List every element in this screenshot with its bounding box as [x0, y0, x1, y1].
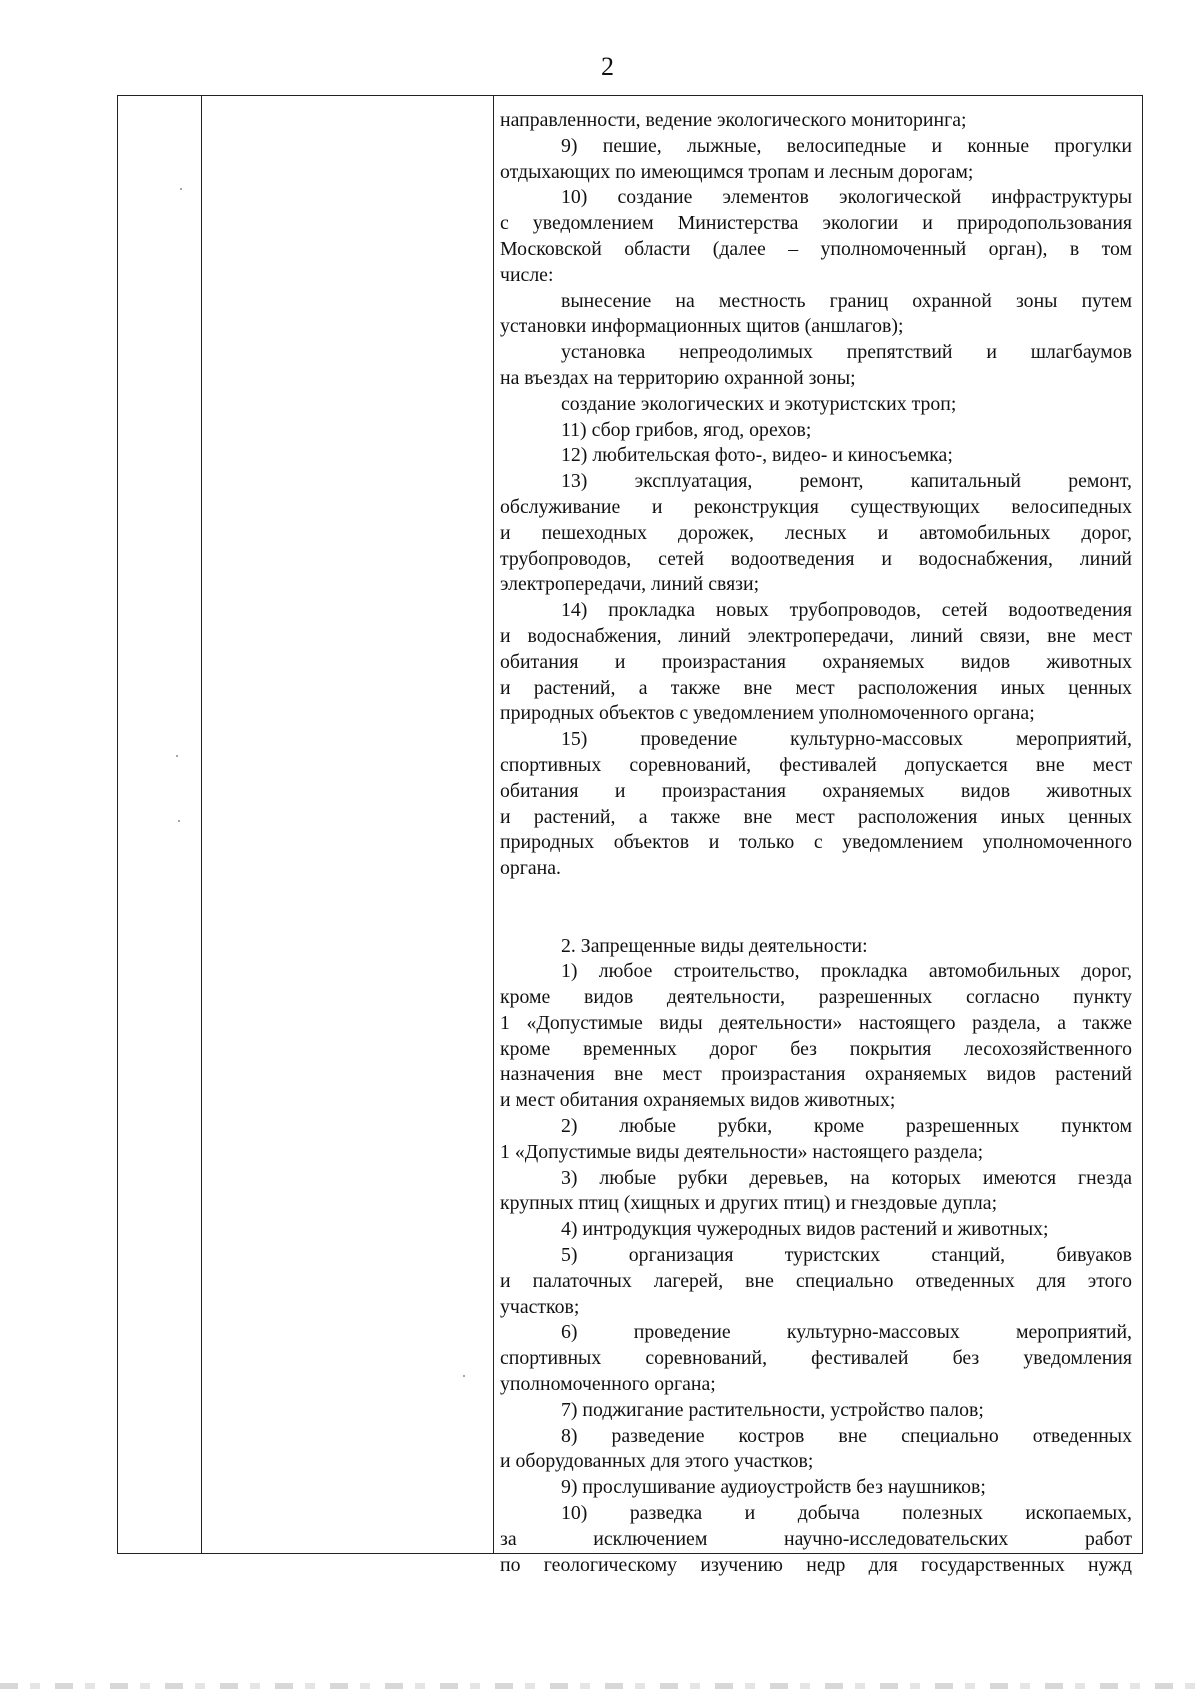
scan-speck — [176, 755, 178, 757]
prohibited-line: назначения вне мест произрастания охраняемых видов растений — [500, 1063, 1132, 1086]
permitted-line: на въездах на территорию охранной зоны; — [500, 366, 856, 389]
prohibited-line: кроме временных дорог без покрытия лесохозяйственного — [500, 1037, 1132, 1060]
prohibited-line: крупных птиц (хищных и других птиц) и гнездовые дупла; — [500, 1192, 998, 1215]
permitted-line: 12) любительская фото-, видео- и киносъемка; — [561, 444, 953, 467]
prohibited-line: кроме видов деятельности, разрешенных согласно пункту — [500, 986, 1132, 1009]
scan-speck — [180, 188, 182, 190]
permitted-line: и водоснабжения, линий электропередачи, линий связи, вне мест — [500, 624, 1132, 647]
permitted-line: обитания и произрастания охраняемых видов животных — [500, 650, 1132, 673]
permitted-line: спортивных соревнований, фестивалей допускается вне мест — [500, 753, 1132, 776]
prohibited-line: по геологическому изучению недр для государственных нужд — [500, 1553, 1132, 1576]
permitted-line: числе: — [500, 263, 554, 286]
prohibited-line: 6) проведение культурно-массовых мероприятий, — [561, 1321, 1132, 1344]
column-divider-1 — [201, 96, 202, 1553]
permitted-line: с уведомлением Министерства экологии и природопользования — [500, 212, 1132, 235]
permitted-line: органа. — [500, 857, 561, 880]
scan-speck — [178, 820, 180, 822]
prohibited-line: 3) любые рубки деревьев, на которых имеются гнезда — [561, 1166, 1132, 1189]
permitted-line: 13) эксплуатация, ремонт, капитальный ремонт, — [561, 470, 1132, 493]
permitted-line: 10) создание элементов экологической инфраструктуры — [561, 186, 1132, 209]
permitted-line: установки информационных щитов (аншлагов); — [500, 315, 904, 338]
permitted-line: установка непреодолимых препятствий и шлагбаумов — [561, 341, 1132, 364]
permitted-line: обслуживание и реконструкция существующих велосипедных — [500, 495, 1132, 518]
permitted-line: создание экологических и экотуристских троп; — [561, 392, 957, 415]
column-divider-2 — [493, 96, 494, 1553]
scan-edge-artifact — [0, 1683, 1200, 1689]
permitted-line: и растений, а также вне мест расположения иных ценных — [500, 805, 1132, 828]
prohibited-line: 1 «Допустимые виды деятельности» настоящего раздела, а также — [500, 1011, 1132, 1034]
prohibited-line: и мест обитания охраняемых видов животных; — [500, 1089, 896, 1112]
permitted-line: отдыхающих по имеющимся тропам и лесным дорогам; — [500, 160, 974, 183]
prohibited-line: 4) интродукция чужеродных видов растений и животных; — [561, 1218, 1049, 1241]
prohibited-line: и оборудованных для этого участков; — [500, 1450, 814, 1473]
permitted-line: и пешеходных дорожек, лесных и автомобильных дорог, — [500, 521, 1132, 544]
permitted-line: электропередачи, линий связи; — [500, 573, 760, 596]
permitted-line: Московской области (далее – уполномоченный орган), в том — [500, 237, 1132, 260]
regulation-table — [117, 95, 1143, 1576]
permitted-line: 14) прокладка новых трубопроводов, сетей водоотведения — [561, 599, 1132, 622]
permitted-line: 9) пешие, лыжные, велосипедные и конные прогулки — [561, 134, 1132, 157]
prohibited-line: 9) прослушивание аудиоустройств без наушников; — [561, 1476, 986, 1499]
activities-cell — [500, 108, 1132, 1578]
prohibited-line: 5) организация туристских станций, бивуаков — [561, 1244, 1132, 1267]
permitted-line: обитания и произрастания охраняемых видов животных — [500, 779, 1132, 802]
permitted-line: и растений, а также вне мест расположения иных ценных — [500, 676, 1132, 699]
prohibited-line: за исключением научно-исследовательских работ — [500, 1527, 1132, 1550]
prohibited-line: участков; — [500, 1295, 580, 1318]
prohibited-line: 2) любые рубки, кроме разрешенных пунктом — [561, 1115, 1132, 1138]
permitted-line: направленности, ведение экологического мониторинга; — [500, 109, 967, 131]
prohibited-line: 7) поджигание растительности, устройство палов; — [561, 1398, 984, 1421]
prohibited-line: уполномоченного органа; — [500, 1373, 716, 1396]
page-number: 2 — [601, 52, 614, 81]
section-spacer — [500, 882, 1132, 908]
permitted-line: природных объектов и только с уведомлением уполномоченного — [500, 831, 1132, 854]
prohibited-line: и палаточных лагерей, вне специально отведенных для этого — [500, 1269, 1132, 1292]
scan-speck — [463, 1375, 465, 1377]
permitted-line: вынесение на местность границ охранной зоны путем — [561, 289, 1132, 312]
prohibited-line: 8) разведение костров вне специально отведенных — [561, 1424, 1132, 1447]
prohibited-line: 2. Запрещенные виды деятельности: — [561, 934, 868, 957]
permitted-activities-section — [500, 108, 1132, 882]
prohibited-line: 1) любое строительство, прокладка автомобильных дорог, — [561, 960, 1132, 983]
permitted-line: 15) проведение культурно-массовых мероприятий, — [561, 728, 1132, 751]
prohibited-line: 10) разведка и добыча полезных ископаемых, — [561, 1502, 1132, 1525]
permitted-line: 11) сбор грибов, ягод, орехов; — [561, 418, 812, 441]
permitted-line: природных объектов с уведомлением уполномоченного органа; — [500, 702, 1035, 725]
prohibited-line: спортивных соревнований, фестивалей без уведомления — [500, 1347, 1132, 1370]
section-spacer — [500, 908, 1132, 934]
prohibited-activities-section — [500, 934, 1132, 1579]
prohibited-line: 1 «Допустимые виды деятельности» настоящего раздела; — [500, 1140, 984, 1163]
permitted-line: трубопроводов, сетей водоотведения и водоснабжения, линий — [500, 547, 1132, 570]
